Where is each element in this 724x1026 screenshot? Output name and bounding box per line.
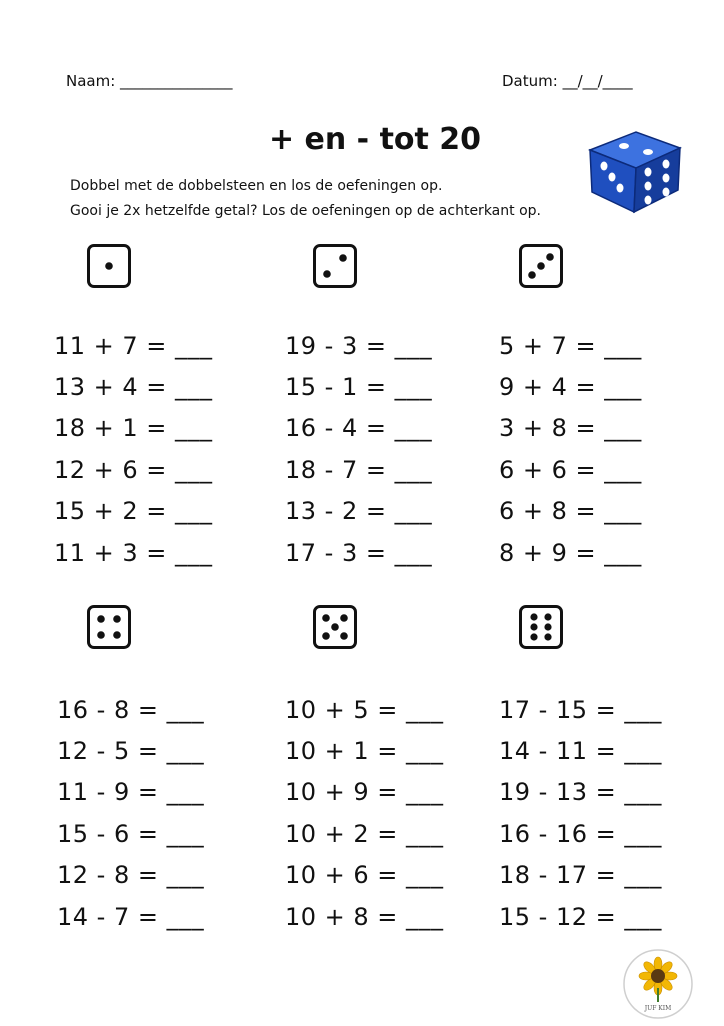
instruction-line-2: Gooi je 2x hetzelfde getal? Los de oefeningen op de achterkant op.: [70, 203, 541, 219]
instruction-line-1: Dobbel met de dobbelsteen en los de oefeningen op.: [70, 178, 443, 194]
exercise-row[interactable]: 12 + 6 = ___: [54, 455, 213, 484]
exercise-row[interactable]: 19 - 3 = ___: [285, 331, 433, 360]
name-field[interactable]: Naam: _______________: [66, 72, 233, 90]
exercise-row[interactable]: 12 - 8 = ___: [57, 861, 205, 890]
exercise-row[interactable]: 6 + 6 = ___: [499, 455, 642, 484]
exercise-column-die-6: [499, 689, 699, 937]
juf-kim-logo-icon: [622, 948, 694, 1020]
exercise-row[interactable]: 9 + 4 = ___: [499, 373, 642, 402]
exercise-row[interactable]: 11 + 7 = ___: [54, 331, 213, 360]
exercise-row[interactable]: 18 - 17 = ___: [499, 861, 662, 890]
exercise-row[interactable]: 13 + 4 = ___: [54, 373, 213, 402]
exercise-column-die-1: [54, 325, 254, 573]
exercise-row[interactable]: 10 + 9 = ___: [285, 778, 444, 807]
die-face-three-icon: [519, 244, 563, 288]
exercise-row[interactable]: 17 - 15 = ___: [499, 695, 662, 724]
exercise-row[interactable]: 3 + 8 = ___: [499, 414, 642, 443]
exercise-row[interactable]: 10 + 1 = ___: [285, 737, 444, 766]
exercise-row[interactable]: 16 - 16 = ___: [499, 819, 662, 848]
exercise-row[interactable]: 5 + 7 = ___: [499, 331, 642, 360]
exercise-row[interactable]: 14 - 7 = ___: [57, 902, 205, 931]
die-face-four-icon: [87, 605, 131, 649]
die-face-six-icon: [519, 605, 563, 649]
exercise-row[interactable]: 10 + 2 = ___: [285, 819, 444, 848]
exercise-row[interactable]: 19 - 13 = ___: [499, 778, 662, 807]
exercise-row[interactable]: 11 + 3 = ___: [54, 538, 213, 567]
logo-text: JUF KIM: [644, 1005, 672, 1012]
exercise-row[interactable]: 16 - 8 = ___: [57, 695, 205, 724]
exercise-row[interactable]: 15 - 1 = ___: [285, 373, 433, 402]
blue-dice-icon: [584, 128, 686, 214]
exercise-row[interactable]: 16 - 4 = ___: [285, 414, 433, 443]
exercise-row[interactable]: 14 - 11 = ___: [499, 737, 662, 766]
die-face-two-icon: [313, 244, 357, 288]
exercise-row[interactable]: 6 + 8 = ___: [499, 497, 642, 526]
exercise-row[interactable]: 15 - 6 = ___: [57, 819, 205, 848]
exercise-row[interactable]: 10 + 6 = ___: [285, 861, 444, 890]
exercise-row[interactable]: 13 - 2 = ___: [285, 497, 433, 526]
exercise-column-die-2: [285, 325, 485, 573]
exercise-row[interactable]: 8 + 9 = ___: [499, 538, 642, 567]
exercise-column-die-4: [57, 689, 257, 937]
date-field[interactable]: Datum: __/__/____: [502, 72, 633, 90]
exercise-row[interactable]: 15 - 12 = ___: [499, 902, 662, 931]
exercise-row[interactable]: 12 - 5 = ___: [57, 737, 205, 766]
exercise-row[interactable]: 10 + 8 = ___: [285, 902, 444, 931]
exercise-column-die-3: [499, 325, 699, 573]
exercise-row[interactable]: 15 + 2 = ___: [54, 497, 213, 526]
die-face-five-icon: [313, 605, 357, 649]
exercise-row[interactable]: 10 + 5 = ___: [285, 695, 444, 724]
die-face-one-icon: [87, 244, 131, 288]
exercise-row[interactable]: 17 - 3 = ___: [285, 538, 433, 567]
exercise-column-die-5: [285, 689, 485, 937]
exercise-row[interactable]: 18 + 1 = ___: [54, 414, 213, 443]
exercise-row[interactable]: 11 - 9 = ___: [57, 778, 205, 807]
exercise-row[interactable]: 18 - 7 = ___: [285, 455, 433, 484]
page-title: + en - tot 20: [268, 122, 482, 157]
